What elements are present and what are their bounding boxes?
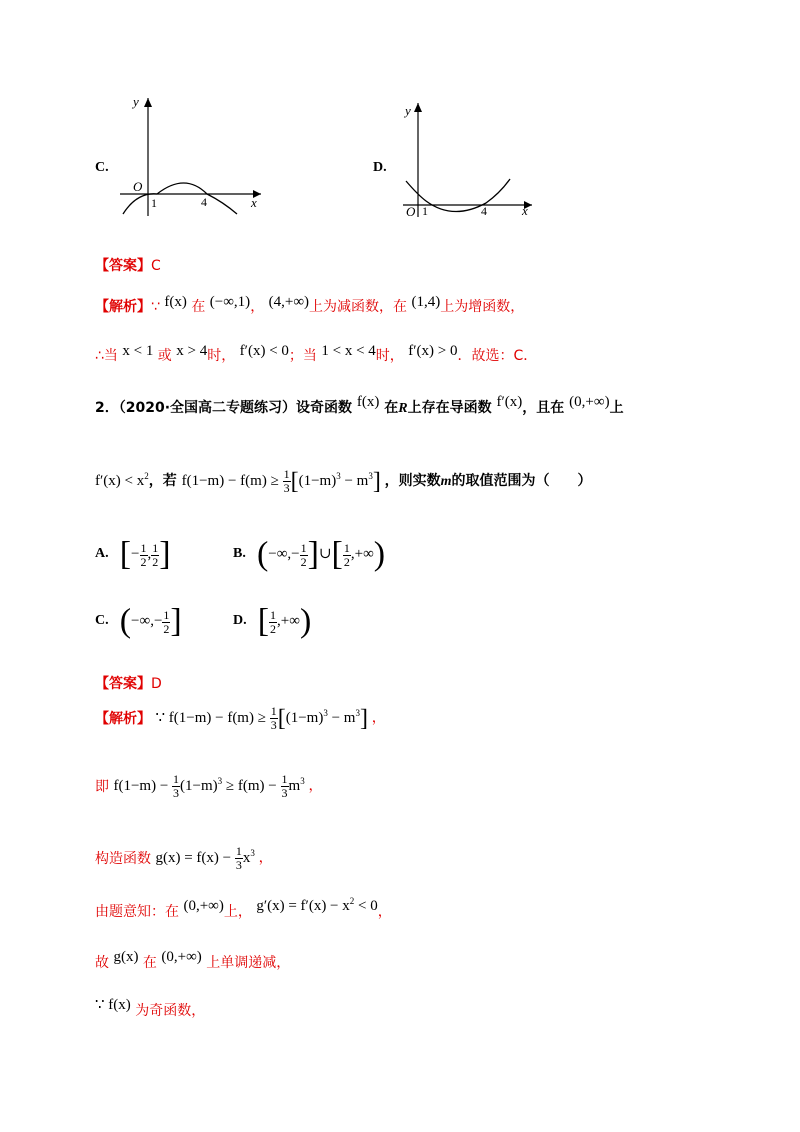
analysis-2-line-3: 构造函数 g(x) = f(x) − $\frac{1}{3}$ $x^3$ ， [95, 844, 273, 872]
answer-2 [95, 673, 162, 693]
answer-1 [95, 255, 161, 275]
analysis-2-line-1: 【解析】 ∵ f(1−m) − f(m) ≥ $\frac{1}{3}$ $[(1-m)^3 - m^3]$ ， [95, 704, 386, 732]
question-2-line-2: $f'(x) < x^2$，若 f(1−m) − f(m) ≥ $\frac{1}{3}$ $[(1-m)^3 - m^3]$ ，则实数m的取值范围为（ ） [95, 467, 592, 495]
option-d-label: D. [373, 160, 387, 175]
option-a[interactable]: A. [− $\frac{1}{2}$ , $\frac{1}{2}$ ] [95, 536, 171, 573]
graph-d-y-label: y [405, 103, 411, 118]
analysis-2-line-4: 由题意知：在 (0,+∞)上， $g'(x) = f'(x) - x^2 < 0$， [95, 896, 392, 920]
graph-c-x-label: x [251, 195, 257, 210]
graph-d-y-arrow [414, 103, 422, 112]
option-c-label: C. [95, 160, 109, 175]
option-c[interactable]: C. (−∞,− $\frac{1}{2}$ ] [95, 603, 182, 640]
question-2-line-1: 2．（2020·全国高二专题练习）设奇函数 f(x) 在R上存在导函数 f′(x)，且在 (0,+∞)上 [95, 394, 624, 416]
analysis-2-line-2: 即 f(1−m) − $\frac{1}{3}$ $(1-m)^3 \ge f(m)$ − $\frac{1}{3}$ $m^3$ ， [95, 772, 323, 800]
option-b[interactable]: B. (−∞,− $\frac{1}{2}$ ]∪[ $\frac{1}{2}$ ,+∞) [233, 536, 386, 573]
analysis-2-line-6: ∵ f(x) 为奇函数， [95, 997, 206, 1019]
analysis-1-line-1: 【解析】∵ f(x) 在 (−∞,1)， (4,+∞)上为减函数，在 (1,4)上为增函数， [95, 294, 525, 315]
graph-c-y-label: y [133, 94, 139, 109]
analysis-1-line-2: ∴当 x < 1 或 x > 4时， f′(x) < 0；当 1 < x < 4时， f′(x) > 0．故选：C． [95, 343, 538, 364]
answer-tag: 【答案】 [95, 676, 151, 692]
graph-d-origin: O [406, 204, 416, 219]
graph-c-origin: O [133, 179, 143, 194]
graph-c-tick-1: 1 [151, 196, 157, 210]
answer-tag: 【答案】 [95, 258, 151, 274]
graph-d-tick-4: 4 [481, 204, 487, 218]
option-d[interactable]: D. [ $\frac{1}{2}$ ,+∞) [233, 603, 312, 640]
graph-c-y-arrow [144, 98, 152, 107]
graph-c [115, 90, 265, 220]
graph-c-tick-4: 4 [201, 195, 207, 209]
answer-value: D [151, 676, 162, 692]
graph-d-tick-1: 1 [422, 204, 428, 218]
answer-value: C [151, 258, 161, 274]
graph-d-x-label: x [522, 203, 528, 218]
analysis-2-line-5: 故 g(x) 在 (0,+∞) 上单调递减， [95, 949, 291, 971]
graph-d [398, 97, 538, 222]
